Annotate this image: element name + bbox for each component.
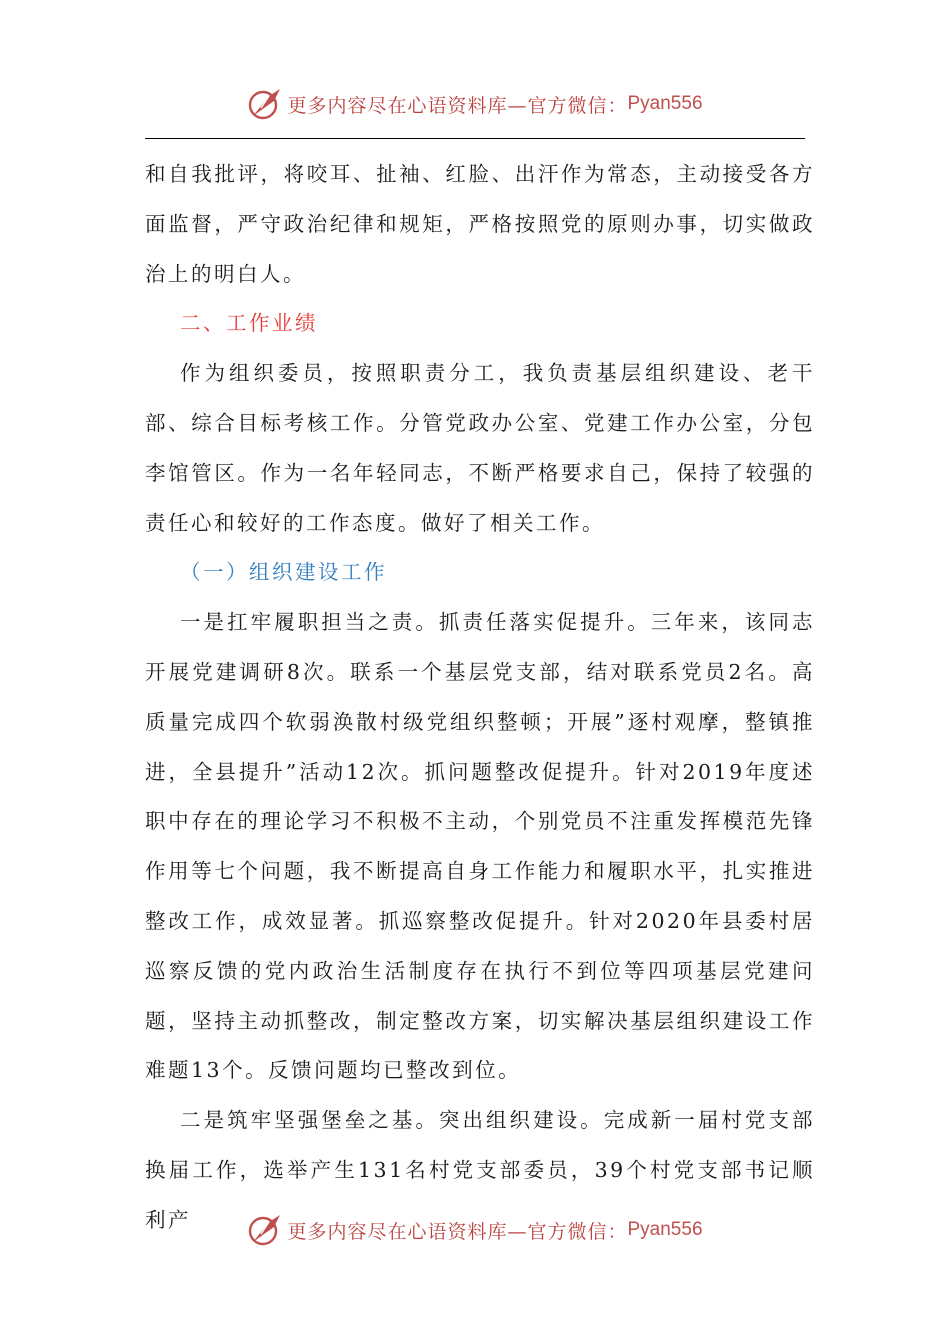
quill-logo-icon	[247, 1212, 283, 1248]
quill-logo-icon	[247, 86, 283, 122]
banner-text: 更多内容尽在心语资料库—官方微信：	[287, 94, 628, 117]
paragraph-point-one: 一是扛牢履职担当之责。抓责任落实促提升。三年来，该同志开展党建调研8次。联系一个基层党支部，结对联系党员2名。高质量完成四个软弱涣散村级党组织整顿；开展”逐村观摩，整镇推进，全县提升”活动12次。抓问题整改促提升。针对2019年度述职中存在的理论学习不积极不主动，个别党员不注重发挥模范先锋作用等七个问题，我不断提高自身工作能力和履职水平，扎实推进整改工作，成效显著。抓巡察整改促提升。针对2020年县委村居巡察反馈的党内政治生活制度存在执行不到位等四项基层党建问题，坚持主动抓整改，制定整改方案，切实解决基层组织建设工作难题13个。反馈问题均已整改到位。	[145, 610, 815, 1083]
subsection-heading-organization: （一）组织建设工作	[180, 560, 387, 585]
banner-text: 更多内容尽在心语资料库—官方微信：	[287, 1220, 628, 1243]
paragraph-continued: 和自我批评，将咬耳、扯袖、红脸、出汗作为常态，主动接受各方面监督，严守政治纪律和规矩，严格按照党的原则办事，切实做政治上的明白人。	[145, 162, 815, 286]
banner-wechat-id: Pyan556	[627, 93, 703, 114]
banner-wechat-id: Pyan556	[627, 1219, 703, 1240]
document-body	[145, 150, 815, 1246]
header-divider	[145, 138, 805, 139]
section-heading-work-achievements: 二、工作业绩	[180, 311, 318, 336]
paragraph-point-two: 二是筑牢坚强堡垒之基。突出组织建设。完成新一届村党支部换届工作，选举产生131名村党支部委员，39个村党支部书记顺利产	[145, 1108, 815, 1232]
paragraph-work-overview: 作为组织委员，按照职责分工，我负责基层组织建设、老干部、综合目标考核工作。分管党政办公室、党建工作办公室，分包李馆管区。作为一名年轻同志，不断严格要求自己，保持了较强的责任心和较好的工作态度。做好了相关工作。	[145, 361, 815, 535]
header-banner	[0, 82, 950, 126]
footer-banner	[0, 1208, 950, 1252]
